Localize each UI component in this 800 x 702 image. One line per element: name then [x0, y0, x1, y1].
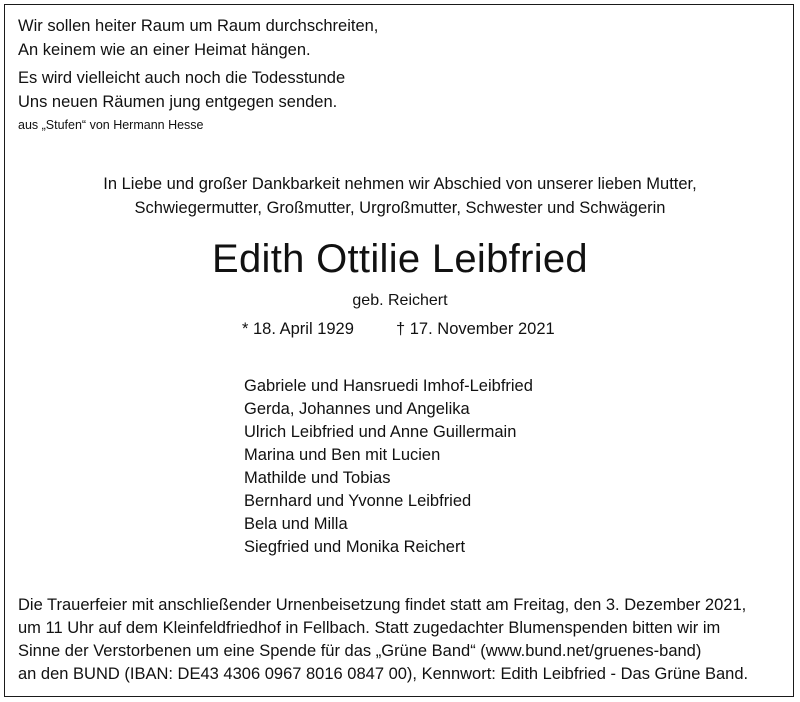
poem-line: Wir sollen heiter Raum um Raum durchschreiten, — [18, 17, 379, 35]
death-date: † 17. November 2021 — [396, 320, 555, 338]
poem-line: Es wird vielleicht auch noch die Todesstunde — [18, 69, 346, 87]
birth-name: geb. Reichert — [352, 292, 448, 309]
mourner-entry: Mathilde und Tobias — [244, 469, 391, 487]
mourner-entry: Siegfried und Monika Reichert — [244, 538, 466, 556]
deceased-name: Edith Ottilie Leibfried — [212, 237, 588, 281]
mourner-entry: Marina und Ben mit Lucien — [244, 446, 441, 464]
notice-line: um 11 Uhr auf dem Kleinfeldfriedhof in Fellbach. Statt zugedachter Blumenspenden bitten wir im — [18, 619, 721, 637]
intro-text — [0, 172, 800, 220]
mourner-entry: Gerda, Johannes und Angelika — [244, 400, 470, 418]
intro-line: Schwiegermutter, Großmutter, Urgroßmutter, Schwester und Schwägerin — [134, 199, 666, 217]
mourner-entry: Ulrich Leibfried und Anne Guillermain — [244, 423, 517, 441]
poem-line: An keinem wie an einer Heimat hängen. — [18, 41, 311, 59]
mourner-entry: Bernhard und Yvonne Leibfried — [244, 492, 472, 510]
notice-line: Sinne der Verstorbenen um eine Spende für das „Grüne Band“ (www.bund.net/gruenes-band) — [18, 642, 702, 660]
mourner-entry: Gabriele und Hansruedi Imhof-Leibfried — [244, 377, 533, 395]
notice-line: Die Trauerfeier mit anschließender Urnenbeisetzung findet statt am Freitag, den 3. Dezember 2021, — [18, 596, 747, 614]
poem — [18, 14, 378, 134]
mourners-list — [244, 375, 533, 559]
notice-line: an den BUND (IBAN: DE43 4306 0967 8016 0847 00), Kennwort: Edith Leibfried - Das Grüne Band. — [18, 665, 749, 683]
funeral-notice — [18, 594, 788, 686]
poem-line: Uns neuen Räumen jung entgegen senden. — [18, 93, 338, 111]
birth-date: * 18. April 1929 — [242, 320, 354, 338]
mourner-entry: Bela und Milla — [244, 515, 348, 533]
poem-source: aus „Stufen“ von Hermann Hesse — [18, 118, 204, 132]
intro-line: In Liebe und großer Dankbarkeit nehmen wir Abschied von unserer lieben Mutter, — [103, 175, 697, 193]
